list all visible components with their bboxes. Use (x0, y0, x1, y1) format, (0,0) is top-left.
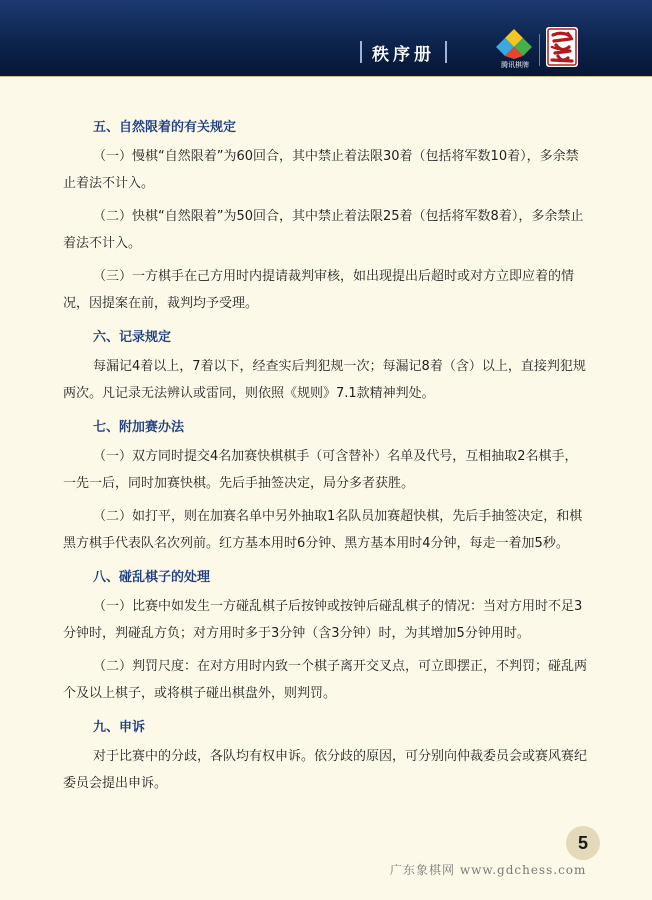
title-left-bar (360, 41, 362, 63)
red-seal-icon (546, 27, 578, 67)
page-header (0, 0, 652, 77)
section-tiebreak-games (63, 413, 590, 557)
regulations-body (63, 113, 590, 803)
section-heading: 六、记录规定 (93, 330, 172, 345)
chess-seal-logo (546, 27, 578, 67)
paragraph: （二）判罚尺度：在对方用时内致一个棋子离开交叉点，可立即摆正，不判罚；碰乱两个及以上棋子，或将棋子碰出棋盘外，则判罚。 (63, 659, 588, 701)
paragraph: （一）双方同时提交4名加赛快棋棋手（可含替补）名单及代号，互相抽取2名棋手，一先一后，同时加赛快棋。先后手抽签决定，局分多者获胜。 (63, 449, 578, 491)
title-right-bar (445, 41, 447, 63)
paragraph: （一）慢棋“自然限着”为60回合，其中禁止着法限30着（包括将军数10着），多余禁止着法不计入。 (63, 149, 579, 191)
section-heading: 七、附加赛办法 (93, 420, 185, 435)
section-heading: 八、碰乱棋子的处理 (93, 570, 211, 585)
tencent-diamond-icon (494, 28, 534, 60)
paragraph: 每漏记4着以上，7着以下，经查实后判犯规一次；每漏记8着（含）以上，直接判犯规两次。凡记录无法辨认或雷同，则依照《规则》7.1款精神判处。 (63, 359, 586, 401)
paragraph: （二）如打平，则在加赛名单中另外抽取1名队员加赛超快棋，先后手抽签决定，和棋黑方棋手代表队名次列前。红方基本用时6分钟、黑方基本用时4分钟，每走一着加5秒。 (63, 509, 583, 551)
section-recording-rules (63, 323, 590, 407)
tencent-chess-logo (494, 28, 534, 74)
footer-watermark: 广东象棋网 www.gdchess.com (390, 863, 587, 877)
booklet-title: 秩序册 (372, 44, 435, 65)
section-appeals (63, 713, 590, 797)
paragraph: （一）比赛中如发生一方碰乱棋子后按钟或按钟后碰乱棋子的情况：当对方用时不足3分钟时，判碰乱方负；对方用时多于3分钟（含3分钟）时，为其增加5分钟用时。 (63, 599, 583, 641)
section-natural-move-limit (63, 113, 590, 317)
section-heading: 九、申诉 (93, 720, 146, 735)
header-title-group (360, 38, 447, 66)
paragraph: （三）一方棋手在己方用时内提请裁判审核，如出现提出后超时或对方立即应着的情况，因提案在前，裁判均予受理。 (63, 269, 575, 311)
section-knocked-pieces (63, 563, 590, 707)
page-number-badge: 5 (566, 826, 600, 860)
paragraph: 对于比赛中的分歧，各队均有权申诉。依分歧的原因，可分别向仲裁委员会或赛风赛纪委员会提出申诉。 (63, 749, 588, 791)
tencent-logo-label: 腾讯棋牌 (501, 61, 529, 69)
logo-divider (539, 34, 540, 66)
paragraph: （二）快棋“自然限着”为50回合，其中禁止着法限25着（包括将军数8着），多余禁止着法不计入。 (63, 209, 584, 251)
section-heading: 五、自然限着的有关规定 (93, 120, 237, 135)
